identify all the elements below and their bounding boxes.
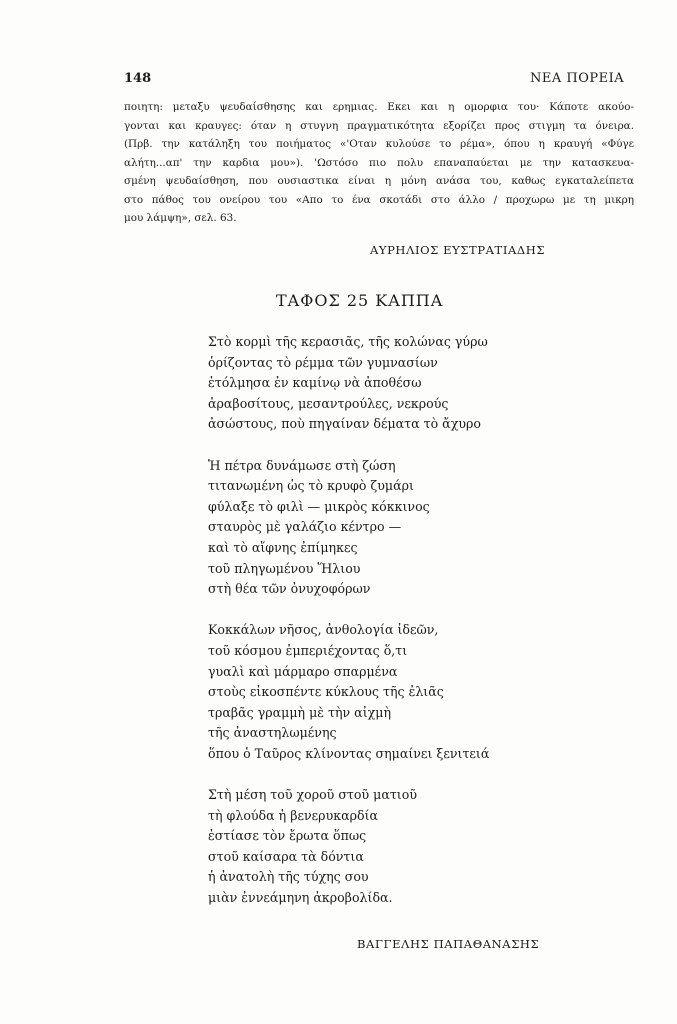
stanza: [208, 456, 489, 600]
prose-line: αλήτη...απ' την καρδια μου»). 'Ωστόσο πιο πολυ επαναπαύεται με την κατασκευα-: [124, 156, 634, 169]
verse: Στὴ μέση τοῦ χοροῦ στοῦ ματιοῦ: [208, 787, 417, 803]
verse: καὶ τὸ αἴφνης ἐπίμηκες: [208, 539, 358, 555]
page-number: 148: [124, 71, 152, 86]
verse: μιὰν ἐννεάμηνη ἀκροβολίδα.: [208, 890, 393, 906]
author-signature: ΑΥΡΗΛΙΟΣ ΕΥΣΤΡΑΤΙΑΔΗΣ: [370, 243, 546, 257]
stanza: [208, 620, 489, 764]
prose-line: γονται και κραυγες: όταν η στυγνη πραγματικότητα εξορίζει προς στιγμη τα όνειρα.: [124, 119, 634, 132]
verse: τοῦ πληγωμένου Ἥλιου: [208, 560, 361, 576]
prose-line: στο πάθος του ονείρου του «Απο το ένα σκοτάδι στο άλλο / προχωρω με τη μικρη: [124, 193, 634, 206]
verse: ὁρίζοντας τὸ ρέμμα τῶν γυμνασίων: [208, 354, 438, 370]
verse: σταυρὸς μὲ γαλάζιο κέντρο —: [208, 519, 402, 535]
prose-line: (Πρβ. την κατάληξη του ποιήματος «'Οταν κυλούσε το ρέμα», όπου η κραυγή «Φύγε: [124, 138, 634, 150]
verse: τραβᾶς γραμμὴ μὲ τὴν αἰχμὴ: [208, 704, 391, 720]
verse: στὴ θέα τῶν ὀνυχοφόρων: [208, 581, 371, 597]
verse: στοῦ καίσαρα τὰ δόντια: [208, 848, 364, 864]
prose-line: ποιητη: μεταξυ ψευδαίσθησης και ερημιας. Εκει και η ομορφια του· Κάποτε ακούο-: [124, 101, 634, 113]
verse: Στὸ κορμὶ τῆς κερασιᾶς, τῆς κολώνας γύρω: [208, 334, 488, 349]
poem-title: ΤΑΦΟΣ 25 ΚΑΠΠΑ: [276, 291, 444, 310]
verse: Κοκκάλων νῆσος, ἀνθολογία ἰδεῶν,: [208, 622, 439, 638]
verse: γυαλὶ καὶ μάρμαρο σπαρμένα: [208, 663, 398, 679]
verse: ἐτόλμησα ἐν καμίνῳ νὰ ἀποθέσω: [208, 375, 422, 391]
prose-paragraph: [124, 98, 634, 228]
verse: ἐστίασε τὸν ἔρωτα ὅπως: [208, 828, 367, 844]
verse: ἀσώστους, ποὺ πηγαίναν δέματα τὸ ἄχυρο: [208, 416, 481, 432]
author-signature: ΒΑΓΓΕΛΗΣ ΠΑΠΑΘΑΝΑΣΗΣ: [357, 937, 540, 951]
verse: τιτανωμένη ὡς τὸ κρυφὸ ζυμάρι: [208, 478, 414, 494]
prose-line: σμένη ψευδαίσθηση, που ουσιαστικα είναι η μόνη ανάσα του, καθως εγκαταλείπετα: [124, 175, 634, 187]
prose-line: μου λάμψη», σελ. 63.: [124, 212, 237, 224]
verse: τὴ φλούδα ἡ βενερυκαρδία: [208, 807, 379, 823]
verse: στοὺς εἰκοσπέντε κύκλους τῆς ἐλιᾶς: [208, 684, 444, 700]
verse: Ἡ πέτρα δυνάμωσε στὴ ζώση: [208, 457, 396, 473]
verse: ἀραβοσίτους, μεσαντρούλες, νεκρούς: [208, 395, 449, 411]
verse: φύλαξε τὸ φιλὶ — μικρὸς κόκκινος: [208, 498, 430, 514]
verse: ὅπου ὁ Ταῦρος κλίνοντας σημαίνει ξενιτειά: [208, 745, 490, 761]
verse: ἡ ἀνατολὴ τῆς τύχης σου: [208, 869, 369, 885]
verse: τῆς ἀναστηλωμένης: [208, 725, 337, 741]
poem: [208, 332, 489, 929]
stanza: [208, 332, 489, 435]
journal-title: ΝΕΑ ΠΟΡΕΙΑ: [530, 71, 625, 86]
verse: τοῦ κόσμου ἐμπεριέχοντας ὅ,τι: [208, 642, 408, 658]
stanza: [208, 785, 489, 909]
